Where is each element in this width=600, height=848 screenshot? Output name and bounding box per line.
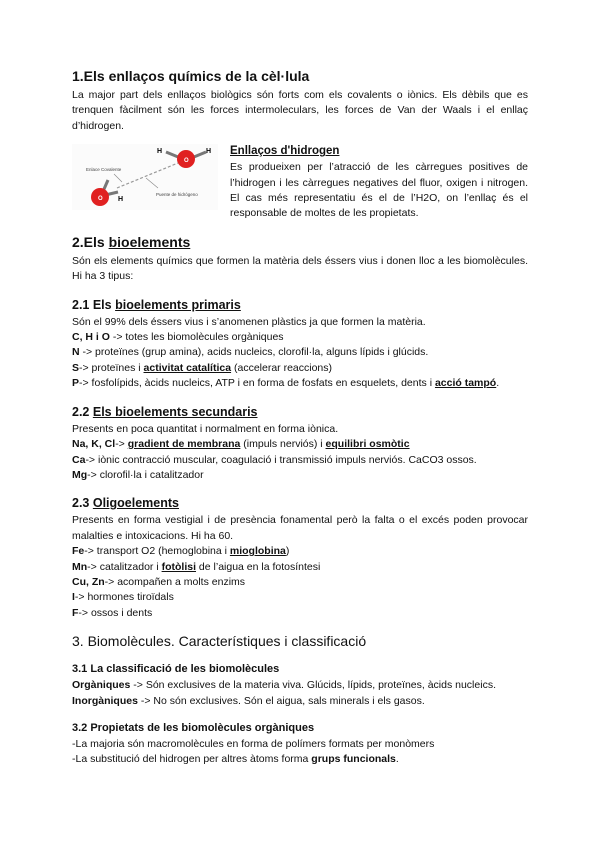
primary-line-s: S-> proteïnes i activitat catalítica (accelerar reaccions) [72, 361, 333, 374]
section-1-title: 1.Els enllaços químics de la cèl·lula [72, 68, 310, 84]
section-2-title: 2.Els bioelements [72, 233, 191, 250]
primary-bioelements-link[interactable]: bioelements primaris [115, 297, 241, 312]
photolysis-link[interactable]: fotòlisi [161, 560, 197, 573]
section-2-2-title: 2.2 Els bioelements secundaris [72, 404, 258, 419]
water-molecules-diagram [72, 144, 218, 210]
hydrogen-bond-description: Es produeixen per l’atracció de les càrregues positives de l’hidrogen i les càrregues negatives del fluor, oxigen i nitrogen. El cas més representatiu és el de l’H2O, on l’enllaç és el responsable de moltes de les propietats. [230, 161, 528, 220]
document-page [72, 68, 528, 768]
hydrogen-bond-title: Enllaços d'hidrogen [230, 145, 340, 158]
oligoelements-link[interactable]: Oligoelements [92, 496, 179, 511]
covalent-bond-label: Enlace Covalente [86, 167, 122, 173]
primary-line-1: Són el 99% dels éssers vius i s’anomenen plàstics ja que formen la matèria. [72, 315, 426, 328]
oligo-line-f: F-> ossos i dents [72, 606, 153, 619]
h-label-2: H [206, 148, 212, 156]
property-line-1: -La majoria són macromolècules en forma de polímers formats per monòmers [72, 737, 435, 750]
bioelements-link[interactable]: bioelements [108, 233, 191, 250]
hydrogen-bond-dashed [117, 163, 178, 188]
section-3-2-title: 3.2 Propietats de les biomolècules orgàniques [72, 721, 315, 734]
oxygen-label-lower: O [98, 196, 103, 203]
oligo-line-cuzn: Cu, Zn-> acompañen a molts enzims [72, 575, 246, 588]
pointer-puente [146, 178, 158, 188]
pointer-covalent [114, 174, 122, 182]
oligo-line-1: Presents en forma vestigial i de presència fonamental però la falta o el excés poden provocar malalties e intoxicacions. Hi ha 60. [72, 514, 528, 542]
secondary-line-nakcl: Na, K, Cl-> gradient de membrana (impuls nerviós) i equilibri osmòtic [72, 438, 410, 451]
h-label-3: H [118, 196, 124, 204]
secondary-bioelements-link[interactable]: Els bioelements secundaris [92, 404, 258, 419]
property-line-2: -La substitució del hidrogen per altres àtoms forma grups funcionals. [72, 753, 399, 766]
buffer-action-link[interactable]: acció tampó [434, 377, 497, 390]
secondary-line-ca: Ca-> iònic contracció muscular, coagulació i transmissió impuls nerviós. CaCO3 ossos. [72, 453, 477, 466]
primary-line-p: P-> fosfolípids, àcids nucleics, ATP i en forma de fosfats en esquelets, dents i acció tampó. [72, 377, 500, 390]
hydrogen-bridge-label: Puente de hidrógeno [156, 192, 198, 198]
inorganic-line: Inorgàniques -> No són exclusives. Són el aigua, sals minerals i els gasos. [72, 694, 425, 707]
oligo-line-fe: Fe-> transport O2 (hemoglobina i mioglobina) [72, 545, 290, 558]
hydrogen-bond-text [218, 144, 528, 222]
oxygen-label-upper: O [184, 158, 189, 165]
secondary-line-mg: Mg-> clorofil·la i catalitzador [72, 468, 204, 481]
oligo-line-mn: Mn-> catalitzador i fotòlisi de l’aigua en la fotosíntesi [72, 560, 321, 573]
section-3-1-title: 3.1 La classificació de les biomolècules [72, 663, 280, 676]
section-1-intro: La major part dels enllaços biològics són forts com els covalents o iònics. Els dèbils que es trenquen fàcilment són les forces intermoleculars, les forces de Van der Waals i el enllaç d’hidrogen. [72, 89, 528, 132]
section-2-1-title: 2.1 Els bioelements primaris [72, 297, 241, 312]
oligo-line-i: I-> hormones tiroïdals [72, 591, 174, 604]
osmotic-balance-link[interactable]: equilibri osmòtic [325, 438, 410, 451]
hydrogen-bond-block [72, 144, 528, 222]
catalytic-activity-link[interactable]: activitat catalítica [143, 361, 232, 374]
primary-line-n: N -> proteïnes (grup amina), acids nucleics, clorofil·la, alguns lípids i glúcids. [72, 346, 429, 359]
section-3-title: 3. Biomolècules. Característiques i classificació [72, 633, 367, 650]
membrane-gradient-link[interactable]: gradient de membrana [127, 438, 241, 451]
hydrogen-bond-figure [72, 144, 218, 210]
section-2-3-title: 2.3 Oligoelements [72, 496, 179, 511]
myoglobin-link[interactable]: mioglobina [229, 545, 286, 558]
primary-line-chio: C, H i O -> totes les biomolècules orgàniques [72, 331, 284, 344]
h-label-1: H [157, 148, 163, 156]
organic-line: Orgàniques -> Són exclusives de la materia viva. Glúcids, lípids, proteïnes, àcids nucleics. [72, 679, 496, 692]
section-2-intro: Són els elements químics que formen la matèria dels éssers vius i donen lloc a les biomolècules. Hi ha 3 tipus: [72, 254, 528, 283]
secondary-line-1: Presents en poca quantitat i normalment en forma iònica. [72, 422, 339, 435]
